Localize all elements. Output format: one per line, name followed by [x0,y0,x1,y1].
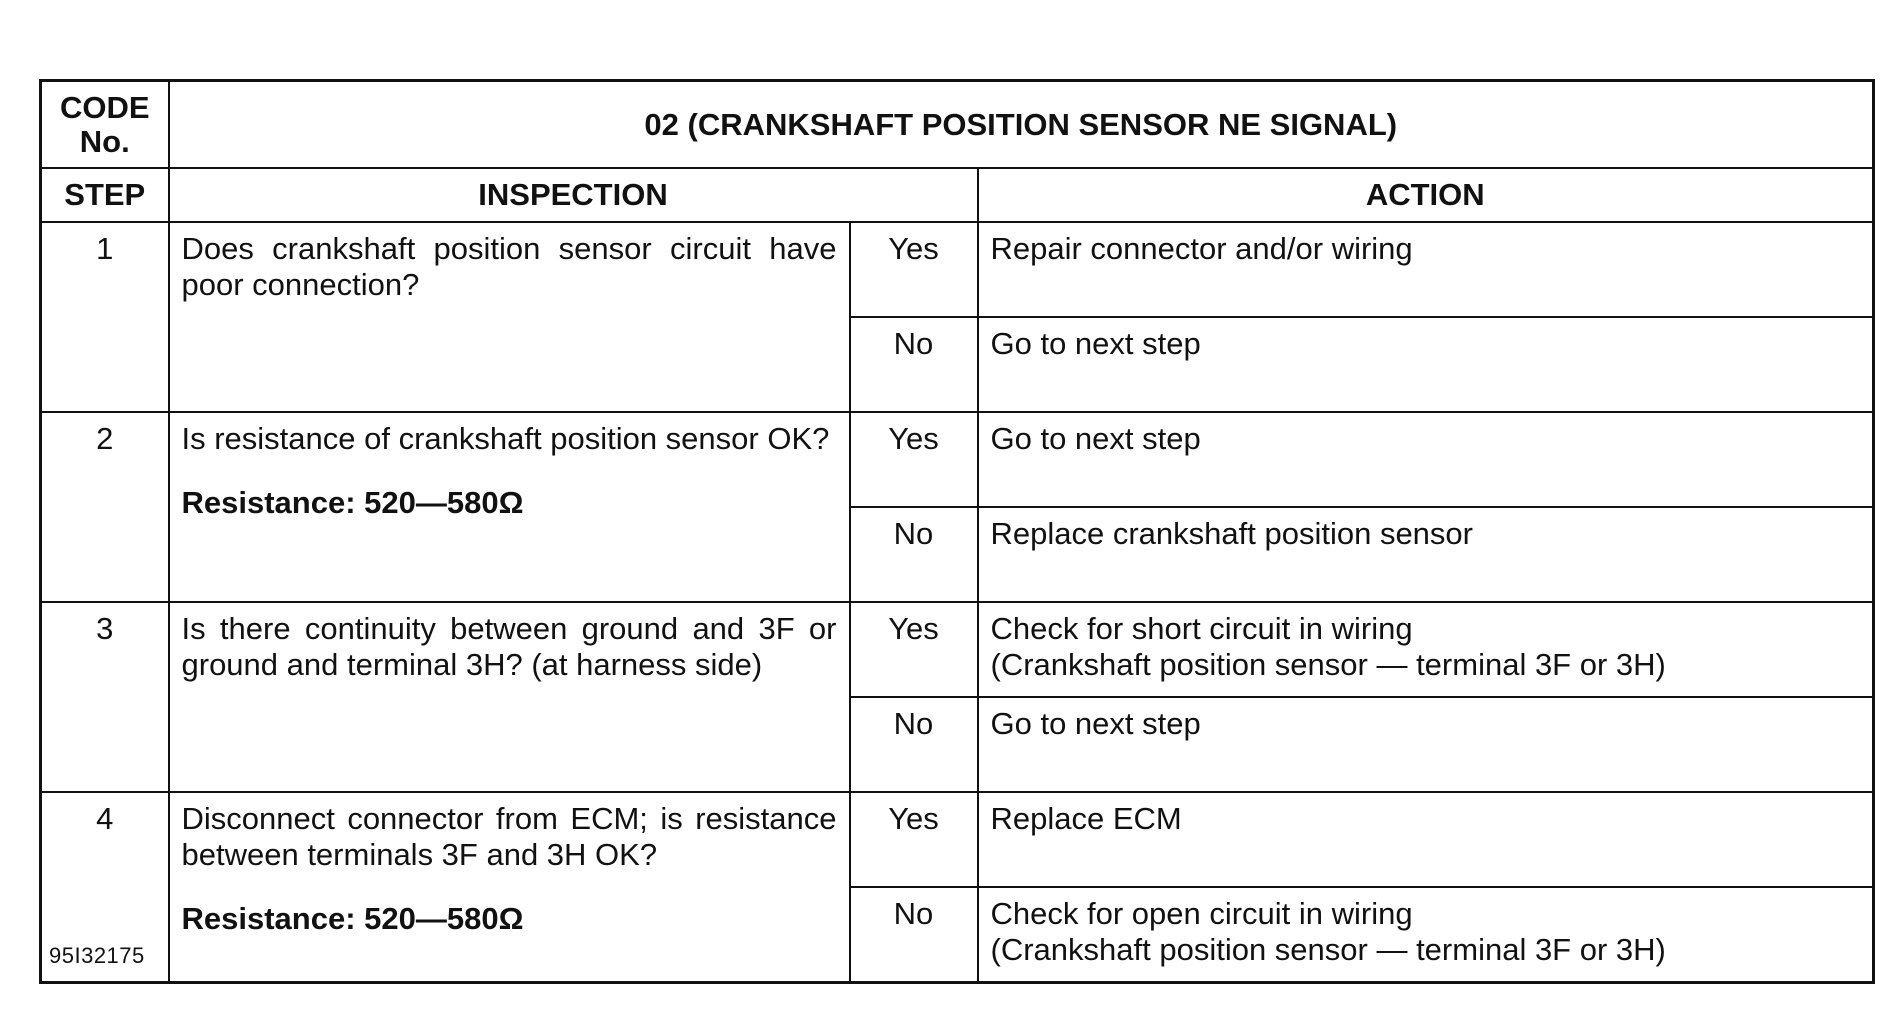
action-no [978,697,1874,792]
answer-yes: Yes [850,222,978,317]
column-header-row [41,168,1874,222]
inspection-question [169,602,850,792]
action-detail: (Crankshaft position sensor — terminal 3F or 3H) [990,647,1666,682]
question-text: Is resistance of crankshaft position sensor OK? [181,421,830,456]
action-header: ACTION [978,168,1874,222]
inspection-question [169,792,850,983]
step-row [41,412,1874,507]
question-text: Disconnect connector from ECM; is resistance between terminals 3F and 3H OK? [181,801,837,872]
action-text: Check for open circuit in wiring [990,896,1413,931]
answer-no: No [850,697,978,792]
step-number: 1 [41,222,169,412]
answer-no: No [850,887,978,983]
diagnostic-table [39,79,1875,984]
action-text: Go to next step [990,706,1201,741]
answer-yes: Yes [850,792,978,887]
step-number: 2 [41,412,169,602]
inspection-header: INSPECTION [169,168,978,222]
code-header-row [41,81,1874,169]
step-number: 4 [41,792,169,983]
action-no [978,507,1874,602]
step-number: 3 [41,602,169,792]
action-yes [978,222,1874,317]
answer-yes: Yes [850,602,978,697]
action-detail: (Crankshaft position sensor — terminal 3F or 3H) [990,932,1666,967]
action-text: Check for short circuit in wiring [990,611,1413,646]
step-row [41,222,1874,317]
answer-yes: Yes [850,412,978,507]
action-text: Replace ECM [990,801,1182,836]
question-text: Is there continuity between ground and 3F or ground and terminal 3H? (at harness side) [181,611,837,682]
action-yes [978,792,1874,887]
action-text: Go to next step [990,326,1201,361]
answer-no: No [850,317,978,412]
action-text: Replace crankshaft position sensor [990,516,1473,551]
action-yes [978,412,1874,507]
code-title: 02 (CRANKSHAFT POSITION SENSOR NE SIGNAL) [169,81,1874,169]
resistance-spec: Resistance: 520—580Ω [181,485,524,520]
diagnostic-sheet [39,79,1872,984]
step-row [41,602,1874,697]
figure-code: 95I32175 [49,943,145,968]
answer-no: No [850,507,978,602]
inspection-question [169,222,850,412]
action-no [978,317,1874,412]
step-header: STEP [41,168,169,222]
question-text: Does crankshaft position sensor circuit have poor connection? [181,231,837,302]
action-no [978,887,1874,983]
step-row [41,792,1874,887]
inspection-question [169,412,850,602]
resistance-spec: Resistance: 520—580Ω [181,901,524,936]
action-text: Go to next step [990,421,1201,456]
code-no-label: CODE No. [41,81,169,169]
action-yes [978,602,1874,697]
action-text: Repair connector and/or wiring [990,231,1413,266]
